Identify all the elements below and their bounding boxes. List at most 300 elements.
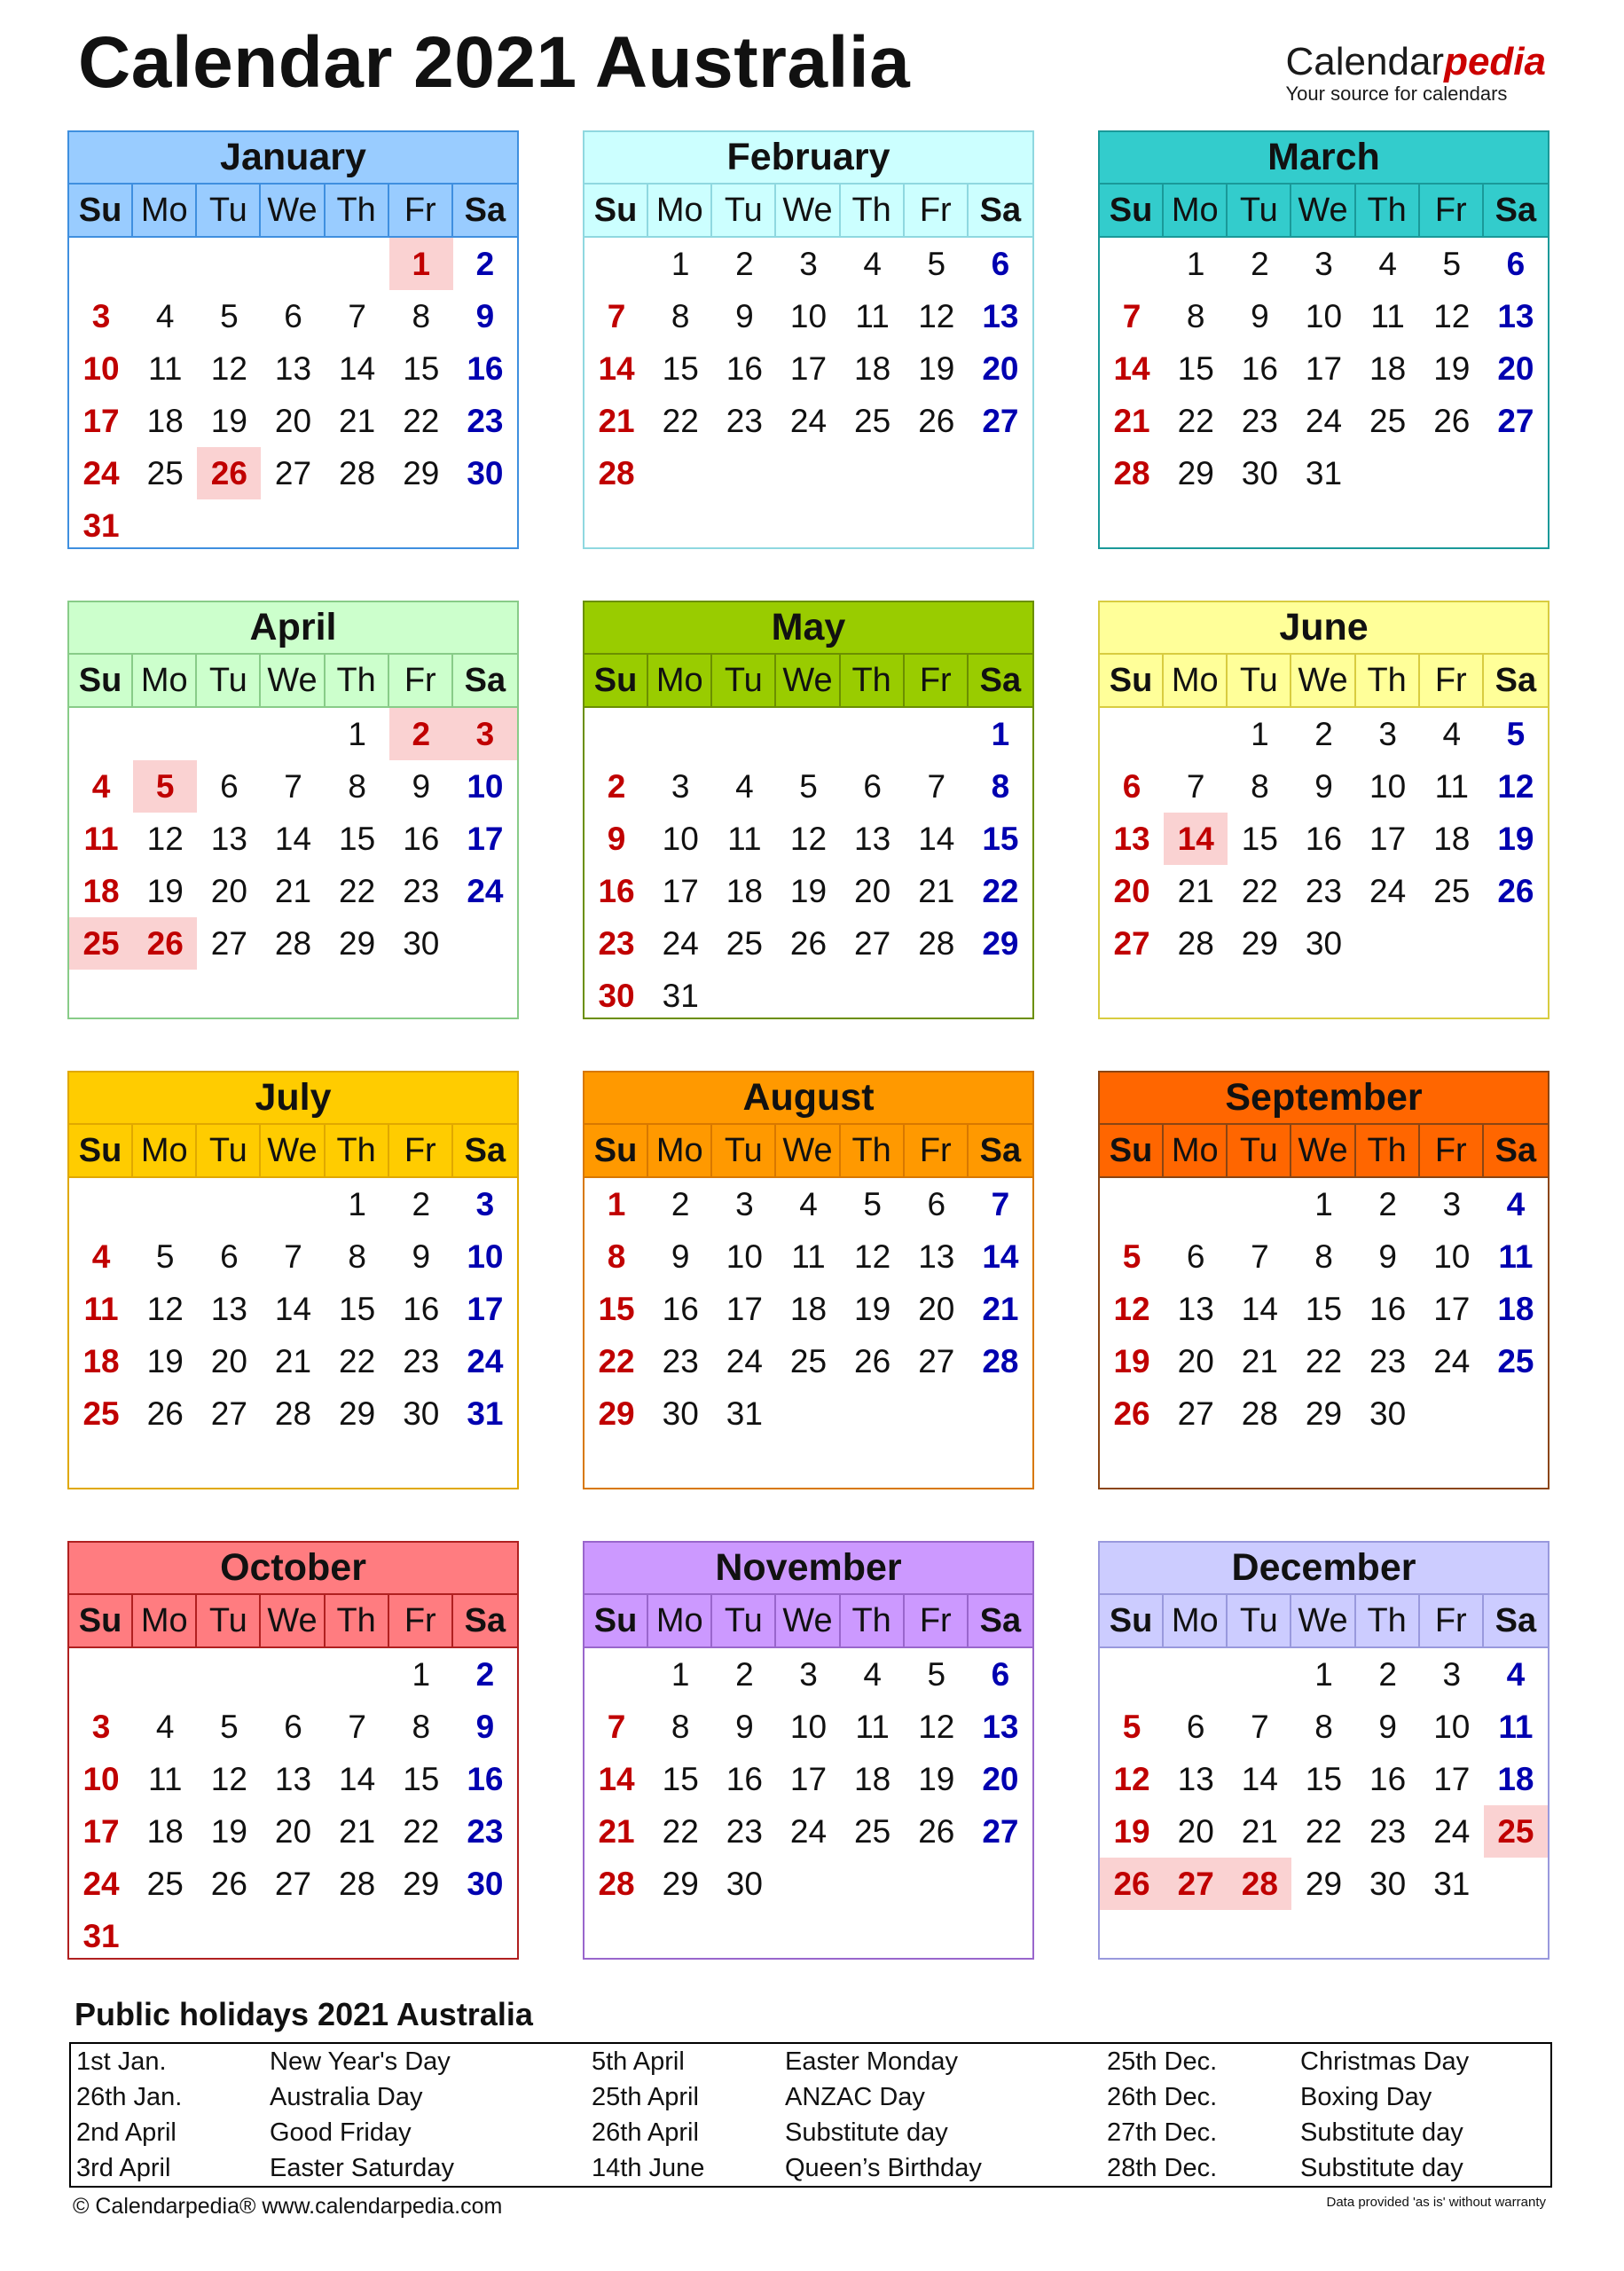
day-cell[interactable]: 7	[1251, 1238, 1269, 1275]
day-cell[interactable]: 1	[348, 1185, 366, 1222]
day-cell[interactable]: 9	[1314, 767, 1333, 805]
day-cell[interactable]: 19	[1497, 820, 1534, 857]
day-cell[interactable]: 22	[339, 872, 376, 909]
day-cell[interactable]: 6	[220, 1238, 239, 1275]
day-cell[interactable]: 15	[598, 1290, 635, 1327]
day-cell[interactable]: 13	[982, 1708, 1019, 1745]
day-cell[interactable]: 19	[918, 1760, 955, 1797]
day-cell[interactable]: 15	[1177, 350, 1214, 387]
day-cell[interactable]: 20	[1177, 1342, 1214, 1379]
day-cell[interactable]: 18	[146, 402, 184, 439]
day-cell[interactable]: 23	[403, 872, 440, 909]
day-cell[interactable]: 6	[927, 1185, 946, 1222]
day-cell[interactable]: 30	[403, 924, 440, 962]
day-cell[interactable]: 4	[799, 1185, 818, 1222]
day-cell[interactable]: 12	[1113, 1760, 1150, 1797]
day-cell[interactable]: 12	[918, 1708, 955, 1745]
day-cell[interactable]: 4	[1378, 245, 1397, 282]
day-cell[interactable]: 4	[735, 767, 754, 805]
day-cell[interactable]: 16	[726, 1760, 763, 1797]
day-cell[interactable]: 10	[82, 1760, 120, 1797]
day-cell[interactable]: 1	[389, 238, 453, 290]
day-cell[interactable]: 3	[671, 767, 690, 805]
day-cell[interactable]: 1	[991, 715, 1010, 752]
day-cell[interactable]: 26	[1113, 1395, 1150, 1432]
day-cell[interactable]: 12	[146, 1290, 184, 1327]
day-cell[interactable]: 20	[210, 872, 247, 909]
day-cell[interactable]: 20	[210, 1342, 247, 1379]
day-cell[interactable]: 15	[982, 820, 1019, 857]
day-cell[interactable]: 2	[1378, 1185, 1397, 1222]
day-cell[interactable]: 16	[403, 1290, 440, 1327]
day-cell[interactable]: 14	[274, 1290, 312, 1327]
day-cell[interactable]: 18	[1497, 1290, 1534, 1327]
day-cell[interactable]: 17	[1369, 820, 1407, 857]
day-cell[interactable]: 11	[1498, 1708, 1534, 1745]
day-cell[interactable]: 14	[598, 1760, 635, 1797]
day-cell[interactable]: 10	[1305, 297, 1343, 334]
day-cell[interactable]: 1	[1251, 715, 1269, 752]
day-cell[interactable]: 3	[453, 708, 517, 760]
day-cell[interactable]: 6	[284, 1708, 302, 1745]
day-cell[interactable]: 28	[274, 924, 312, 962]
day-cell[interactable]: 4	[155, 297, 175, 334]
day-cell[interactable]: 17	[789, 1760, 828, 1797]
day-cell[interactable]: 13	[210, 820, 247, 857]
day-cell[interactable]: 10	[1433, 1708, 1471, 1745]
day-cell[interactable]: 7	[1122, 297, 1142, 334]
day-cell[interactable]: 8	[412, 297, 431, 334]
day-cell[interactable]: 19	[854, 1290, 891, 1327]
day-cell[interactable]: 7	[607, 1708, 626, 1745]
day-cell[interactable]: 3	[91, 297, 111, 334]
day-cell[interactable]: 5	[1122, 1708, 1142, 1745]
day-cell[interactable]: 13	[1497, 297, 1534, 334]
day-cell[interactable]: 21	[918, 872, 955, 909]
day-cell[interactable]: 26	[197, 447, 261, 499]
day-cell[interactable]: 17	[1433, 1290, 1471, 1327]
day-cell[interactable]: 28	[918, 924, 955, 962]
day-cell[interactable]: 21	[598, 402, 635, 439]
day-cell[interactable]: 1	[671, 1655, 690, 1693]
day-cell[interactable]: 14	[339, 350, 376, 387]
day-cell[interactable]: 24	[82, 454, 120, 491]
day-cell[interactable]: 29	[403, 1865, 440, 1902]
day-cell[interactable]: 28	[274, 1395, 312, 1432]
day-cell[interactable]: 2	[735, 245, 754, 282]
day-cell[interactable]: 11	[855, 297, 890, 334]
day-cell[interactable]: 17	[1433, 1760, 1471, 1797]
day-cell[interactable]: 24	[1369, 872, 1407, 909]
day-cell[interactable]: 25	[789, 1342, 828, 1379]
day-cell[interactable]: 9	[735, 1708, 754, 1745]
day-cell[interactable]: 7	[927, 767, 946, 805]
day-cell[interactable]: 29	[1305, 1395, 1343, 1432]
day-cell[interactable]: 24	[1433, 1342, 1471, 1379]
day-cell[interactable]: 15	[662, 1760, 699, 1797]
day-cell[interactable]: 27	[854, 924, 891, 962]
day-cell[interactable]: 10	[662, 820, 699, 857]
day-cell[interactable]: 26	[133, 917, 197, 970]
day-cell[interactable]: 4	[1442, 715, 1462, 752]
day-cell[interactable]: 9	[671, 1238, 690, 1275]
day-cell[interactable]: 14	[598, 350, 635, 387]
day-cell[interactable]: 17	[467, 820, 504, 857]
day-cell[interactable]: 2	[735, 1655, 754, 1693]
day-cell[interactable]: 23	[467, 402, 504, 439]
day-cell[interactable]: 6	[863, 767, 882, 805]
day-cell[interactable]: 30	[598, 977, 635, 1014]
day-cell[interactable]: 21	[274, 872, 312, 909]
day-cell[interactable]: 12	[789, 820, 828, 857]
day-cell[interactable]: 30	[726, 1865, 763, 1902]
day-cell[interactable]: 14	[1113, 350, 1150, 387]
day-cell[interactable]: 20	[274, 1812, 312, 1850]
day-cell[interactable]: 5	[927, 245, 946, 282]
day-cell[interactable]: 18	[1369, 350, 1407, 387]
day-cell[interactable]: 26	[789, 924, 828, 962]
day-cell[interactable]: 7	[1186, 767, 1205, 805]
day-cell[interactable]: 22	[403, 402, 440, 439]
day-cell[interactable]: 4	[91, 767, 111, 805]
day-cell[interactable]: 28	[598, 1865, 635, 1902]
day-cell[interactable]: 27	[274, 454, 312, 491]
day-cell[interactable]: 27	[210, 1395, 247, 1432]
day-cell[interactable]: 29	[1305, 1865, 1343, 1902]
day-cell[interactable]: 12	[1497, 767, 1534, 805]
day-cell[interactable]: 2	[1251, 245, 1269, 282]
day-cell[interactable]: 29	[982, 924, 1019, 962]
day-cell[interactable]: 30	[403, 1395, 440, 1432]
day-cell[interactable]: 9	[475, 297, 495, 334]
day-cell[interactable]: 24	[726, 1342, 763, 1379]
day-cell[interactable]: 23	[662, 1342, 699, 1379]
day-cell[interactable]: 25	[1369, 402, 1407, 439]
day-cell[interactable]: 30	[1305, 924, 1343, 962]
day-cell[interactable]: 28	[1113, 454, 1150, 491]
day-cell[interactable]: 3	[91, 1708, 111, 1745]
day-cell[interactable]: 5	[1506, 715, 1526, 752]
day-cell[interactable]: 20	[1113, 872, 1150, 909]
day-cell[interactable]: 2	[475, 245, 495, 282]
day-cell[interactable]: 6	[991, 1655, 1010, 1693]
day-cell[interactable]: 7	[284, 1238, 302, 1275]
day-cell[interactable]: 7	[1251, 1708, 1269, 1745]
day-cell[interactable]: 29	[1241, 924, 1278, 962]
day-cell[interactable]: 19	[1113, 1342, 1150, 1379]
day-cell[interactable]: 10	[82, 350, 120, 387]
day-cell[interactable]: 2	[1378, 1655, 1397, 1693]
day-cell[interactable]: 14	[1241, 1760, 1278, 1797]
day-cell[interactable]: 3	[1314, 245, 1333, 282]
day-cell[interactable]: 2	[671, 1185, 690, 1222]
day-cell[interactable]: 18	[789, 1290, 828, 1327]
day-cell[interactable]: 21	[274, 1342, 312, 1379]
day-cell[interactable]: 4	[1506, 1185, 1526, 1222]
day-cell[interactable]: 10	[467, 767, 504, 805]
day-cell[interactable]: 8	[1186, 297, 1205, 334]
day-cell[interactable]: 17	[82, 1812, 120, 1850]
day-cell[interactable]: 27	[274, 1865, 312, 1902]
day-cell[interactable]: 26	[1497, 872, 1534, 909]
footer-copyright[interactable]: © Calendarpedia® www.calendarpedia.com	[73, 2194, 503, 2219]
day-cell[interactable]: 17	[726, 1290, 763, 1327]
day-cell[interactable]: 8	[412, 1708, 431, 1745]
day-cell[interactable]: 13	[274, 350, 312, 387]
day-cell[interactable]: 19	[146, 872, 184, 909]
day-cell[interactable]: 24	[1305, 402, 1343, 439]
day-cell[interactable]: 24	[789, 1812, 828, 1850]
day-cell[interactable]: 27	[1497, 402, 1534, 439]
day-cell[interactable]: 15	[339, 820, 376, 857]
day-cell[interactable]: 15	[662, 350, 699, 387]
day-cell[interactable]: 3	[475, 1185, 495, 1222]
day-cell[interactable]: 19	[210, 402, 247, 439]
day-cell[interactable]: 11	[1498, 1238, 1534, 1275]
day-cell[interactable]: 7	[284, 767, 302, 805]
day-cell[interactable]: 5	[220, 297, 239, 334]
day-cell[interactable]: 12	[1433, 297, 1471, 334]
day-cell[interactable]: 13	[918, 1238, 955, 1275]
day-cell[interactable]: 30	[662, 1395, 699, 1432]
day-cell[interactable]: 8	[671, 297, 690, 334]
day-cell[interactable]: 17	[82, 402, 120, 439]
day-cell[interactable]: 30	[1241, 454, 1278, 491]
day-cell[interactable]: 13	[982, 297, 1019, 334]
day-cell[interactable]: 18	[1497, 1760, 1534, 1797]
day-cell[interactable]: 29	[339, 924, 376, 962]
day-cell[interactable]: 3	[735, 1185, 754, 1222]
day-cell[interactable]: 19	[146, 1342, 184, 1379]
day-cell[interactable]: 16	[662, 1290, 699, 1327]
day-cell[interactable]: 31	[82, 507, 120, 544]
day-cell[interactable]: 8	[1314, 1238, 1333, 1275]
day-cell[interactable]: 14	[1164, 813, 1228, 865]
day-cell[interactable]: 25	[854, 1812, 891, 1850]
day-cell[interactable]: 23	[598, 924, 635, 962]
day-cell[interactable]: 11	[148, 350, 183, 387]
day-cell[interactable]: 6	[1122, 767, 1142, 805]
day-cell[interactable]: 26	[918, 1812, 955, 1850]
day-cell[interactable]: 16	[467, 1760, 504, 1797]
day-cell[interactable]: 12	[918, 297, 955, 334]
day-cell[interactable]: 15	[1305, 1760, 1343, 1797]
day-cell[interactable]: 31	[726, 1395, 763, 1432]
day-cell[interactable]: 11	[791, 1238, 826, 1275]
day-cell[interactable]: 29	[662, 1865, 699, 1902]
day-cell[interactable]: 31	[467, 1395, 504, 1432]
day-cell[interactable]: 16	[1305, 820, 1343, 857]
day-cell[interactable]: 10	[1433, 1238, 1471, 1275]
day-cell[interactable]: 4	[155, 1708, 175, 1745]
day-cell[interactable]: 22	[982, 872, 1019, 909]
day-cell[interactable]: 23	[1369, 1342, 1407, 1379]
day-cell[interactable]: 11	[855, 1708, 890, 1745]
day-cell[interactable]: 22	[662, 1812, 699, 1850]
day-cell[interactable]: 10	[1369, 767, 1407, 805]
day-cell[interactable]: 30	[467, 454, 504, 491]
day-cell[interactable]: 8	[348, 1238, 366, 1275]
day-cell[interactable]: 25	[1484, 1805, 1548, 1858]
day-cell[interactable]: 22	[339, 1342, 376, 1379]
day-cell[interactable]: 1	[412, 1655, 431, 1693]
day-cell[interactable]: 8	[991, 767, 1010, 805]
day-cell[interactable]: 2	[412, 1185, 431, 1222]
day-cell[interactable]: 13	[1177, 1290, 1214, 1327]
day-cell[interactable]: 31	[662, 977, 699, 1014]
day-cell[interactable]: 18	[854, 350, 891, 387]
day-cell[interactable]: 22	[403, 1812, 440, 1850]
day-cell[interactable]: 9	[1378, 1238, 1397, 1275]
day-cell[interactable]: 14	[918, 820, 955, 857]
day-cell[interactable]: 22	[1241, 872, 1278, 909]
day-cell[interactable]: 7	[348, 297, 366, 334]
day-cell[interactable]: 19	[210, 1812, 247, 1850]
day-cell[interactable]: 28	[1177, 924, 1214, 962]
day-cell[interactable]: 26	[854, 1342, 891, 1379]
day-cell[interactable]: 16	[1369, 1760, 1407, 1797]
day-cell[interactable]: 11	[727, 820, 762, 857]
day-cell[interactable]: 4	[91, 1238, 111, 1275]
day-cell[interactable]: 15	[1241, 820, 1278, 857]
day-cell[interactable]: 6	[1186, 1708, 1205, 1745]
day-cell[interactable]: 25	[82, 1395, 120, 1432]
brand-logo[interactable]	[1285, 40, 1546, 105]
day-cell[interactable]: 26	[918, 402, 955, 439]
day-cell[interactable]: 1	[1314, 1185, 1333, 1222]
day-cell[interactable]: 9	[412, 767, 431, 805]
day-cell[interactable]: 27	[210, 924, 247, 962]
day-cell[interactable]: 8	[1314, 1708, 1333, 1745]
day-cell[interactable]: 12	[210, 350, 247, 387]
day-cell[interactable]: 25	[1433, 872, 1471, 909]
day-cell[interactable]: 31	[1433, 1865, 1471, 1902]
day-cell[interactable]: 23	[1305, 872, 1343, 909]
day-cell[interactable]: 15	[403, 1760, 440, 1797]
day-cell[interactable]: 16	[726, 350, 763, 387]
day-cell[interactable]: 11	[1434, 767, 1469, 805]
day-cell[interactable]: 26	[1100, 1858, 1164, 1910]
day-cell[interactable]: 24	[662, 924, 699, 962]
day-cell[interactable]: 9	[735, 297, 754, 334]
day-cell[interactable]: 7	[991, 1185, 1010, 1222]
day-cell[interactable]: 4	[863, 1655, 882, 1693]
day-cell[interactable]: 21	[982, 1290, 1019, 1327]
day-cell[interactable]: 28	[339, 454, 376, 491]
day-cell[interactable]: 6	[1506, 245, 1526, 282]
day-cell[interactable]: 29	[403, 454, 440, 491]
day-cell[interactable]: 28	[339, 1865, 376, 1902]
day-cell[interactable]: 9	[412, 1238, 431, 1275]
day-cell[interactable]: 18	[146, 1812, 184, 1850]
day-cell[interactable]: 21	[339, 1812, 376, 1850]
day-cell[interactable]: 23	[726, 1812, 763, 1850]
day-cell[interactable]: 23	[726, 402, 763, 439]
day-cell[interactable]: 4	[1506, 1655, 1526, 1693]
day-cell[interactable]: 21	[1241, 1342, 1278, 1379]
day-cell[interactable]: 22	[598, 1342, 635, 1379]
day-cell[interactable]: 21	[598, 1812, 635, 1850]
day-cell[interactable]: 2	[1314, 715, 1333, 752]
day-cell[interactable]: 26	[210, 1865, 247, 1902]
day-cell[interactable]: 21	[339, 402, 376, 439]
day-cell[interactable]: 5	[863, 1185, 882, 1222]
day-cell[interactable]: 16	[1369, 1290, 1407, 1327]
day-cell[interactable]: 17	[467, 1290, 504, 1327]
day-cell[interactable]: 15	[403, 350, 440, 387]
day-cell[interactable]: 27	[1177, 1395, 1214, 1432]
day-cell[interactable]: 28	[982, 1342, 1019, 1379]
day-cell[interactable]: 15	[1305, 1290, 1343, 1327]
day-cell[interactable]: 5	[1442, 245, 1462, 282]
day-cell[interactable]: 13	[1113, 820, 1150, 857]
day-cell[interactable]: 10	[467, 1238, 504, 1275]
day-cell[interactable]: 4	[863, 245, 882, 282]
day-cell[interactable]: 20	[274, 402, 312, 439]
day-cell[interactable]: 3	[1442, 1655, 1462, 1693]
day-cell[interactable]: 24	[467, 1342, 504, 1379]
day-cell[interactable]: 30	[1369, 1865, 1407, 1902]
day-cell[interactable]: 8	[671, 1708, 690, 1745]
day-cell[interactable]: 5	[1122, 1238, 1142, 1275]
day-cell[interactable]: 8	[348, 767, 366, 805]
day-cell[interactable]: 10	[726, 1238, 763, 1275]
day-cell[interactable]: 22	[1177, 402, 1214, 439]
day-cell[interactable]: 21	[1241, 1812, 1278, 1850]
day-cell[interactable]: 19	[789, 872, 828, 909]
day-cell[interactable]: 27	[918, 1342, 955, 1379]
day-cell[interactable]: 30	[467, 1865, 504, 1902]
day-cell[interactable]: 20	[918, 1290, 955, 1327]
day-cell[interactable]: 26	[1433, 402, 1471, 439]
day-cell[interactable]: 24	[467, 872, 504, 909]
day-cell[interactable]: 25	[146, 1865, 184, 1902]
day-cell[interactable]: 20	[982, 350, 1019, 387]
day-cell[interactable]: 6	[220, 767, 239, 805]
day-cell[interactable]: 6	[284, 297, 302, 334]
day-cell[interactable]: 12	[1113, 1290, 1150, 1327]
day-cell[interactable]: 27	[1164, 1858, 1228, 1910]
day-cell[interactable]: 22	[662, 402, 699, 439]
day-cell[interactable]: 17	[662, 872, 699, 909]
day-cell[interactable]: 14	[1241, 1290, 1278, 1327]
day-cell[interactable]: 18	[854, 1760, 891, 1797]
day-cell[interactable]: 1	[1186, 245, 1205, 282]
day-cell[interactable]: 29	[598, 1395, 635, 1432]
day-cell[interactable]: 2	[389, 708, 453, 760]
day-cell[interactable]: 1	[1314, 1655, 1333, 1693]
day-cell[interactable]: 20	[1177, 1812, 1214, 1850]
day-cell[interactable]: 19	[918, 350, 955, 387]
day-cell[interactable]: 13	[1177, 1760, 1214, 1797]
day-cell[interactable]: 3	[799, 245, 818, 282]
day-cell[interactable]: 8	[607, 1238, 626, 1275]
day-cell[interactable]: 6	[1186, 1238, 1205, 1275]
day-cell[interactable]: 16	[1241, 350, 1278, 387]
day-cell[interactable]: 31	[1305, 454, 1343, 491]
day-cell[interactable]: 9	[1378, 1708, 1397, 1745]
day-cell[interactable]: 13	[854, 820, 891, 857]
day-cell[interactable]: 18	[82, 872, 120, 909]
day-cell[interactable]: 23	[467, 1812, 504, 1850]
day-cell[interactable]: 9	[607, 820, 626, 857]
day-cell[interactable]: 1	[348, 715, 366, 752]
day-cell[interactable]: 10	[789, 1708, 828, 1745]
day-cell[interactable]: 17	[1305, 350, 1343, 387]
day-cell[interactable]: 24	[789, 402, 828, 439]
day-cell[interactable]: 18	[726, 872, 763, 909]
day-cell[interactable]: 25	[726, 924, 763, 962]
